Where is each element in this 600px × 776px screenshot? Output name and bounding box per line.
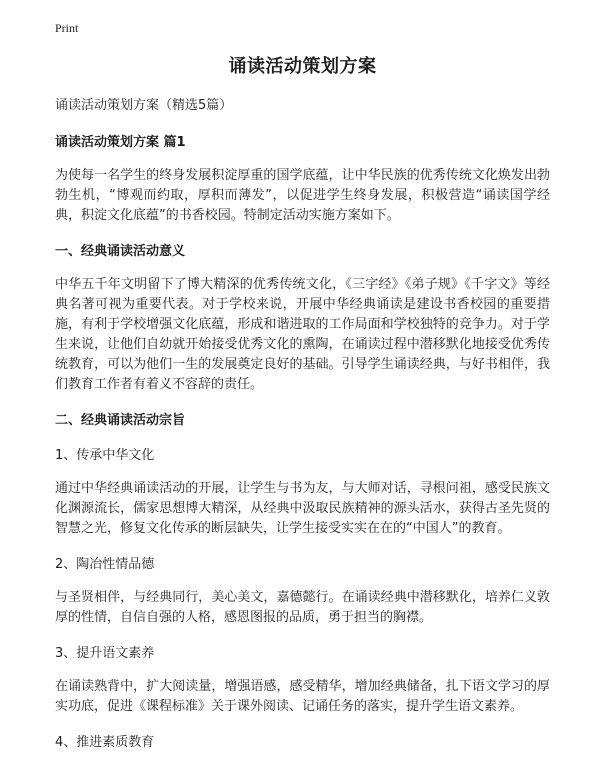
item-paragraph-literacy: 在诵读熟背中，扩大阅读量，增强语感，感受精华，增加经典储备，扎下语文学习的厚实功底，促进《课程标准》关于课外阅读、记诵任务的落实，提升学生语文素养。 bbox=[55, 679, 550, 714]
item-heading-quality-education: 4、推进素质教育 bbox=[55, 735, 155, 750]
item-heading-character: 2、陶冶性情品德 bbox=[55, 557, 155, 572]
item-heading-literacy: 3、提升语文素养 bbox=[55, 646, 155, 661]
section-heading-significance: 一、经典诵读活动意义 bbox=[55, 244, 186, 259]
document-body bbox=[55, 52, 550, 766]
page-title: 诵读活动策划方案 bbox=[228, 56, 377, 77]
item-paragraph-culture: 通过中华经典诵读活动的开展，让学生与书为友，与大师对话，寻根问祖，感受民族文化渊源流长，儒家思想博大精深，从经典中汲取民族精神的源头活水，获得古圣先贤的智慧之光，修复文化传承的断层缺失，让学生接受实实在在的“中国人”的教育。 bbox=[55, 481, 550, 536]
significance-paragraph: 中华五千年文明留下了博大精深的优秀传统文化，《三字经》《弟子规》《千字文》等经典名著可视为重要代表。对于学校来说，开展中华经典诵读是建设书香校园的重要措施，有利于学校增强文化底蕴，形成和谐进取的工作局面和学校独特的竞争力。对于学生来说，让他们自幼就开始接受优秀文化的熏陶，在诵读过程中潜移默化地接受优秀传统教育，可以为他们一生的发展奠定良好的基础。引导学生诵读经典，与好书相伴，我们教育工作者有着义不容辞的责任。 bbox=[55, 277, 550, 392]
section-heading-purpose: 二、经典诵读活动宗旨 bbox=[55, 413, 186, 428]
intro-paragraph: 为使每一名学生的终身发展积淀厚重的国学底蕴，让中华民族的优秀传统文化焕发出勃勃生机，“博观而约取，厚积而薄发”，以促进学生终身发展，积极营造“诵读国学经典，积淀文化底蕴”的书香校园。特制定活动实施方案如下。 bbox=[55, 168, 550, 223]
article-heading: 诵读活动策划方案 篇1 bbox=[55, 135, 186, 150]
item-heading-culture: 1、传承中华文化 bbox=[55, 448, 155, 463]
print-link[interactable]: Print bbox=[55, 21, 79, 35]
document-subtitle: 诵读活动策划方案（精选5篇） bbox=[55, 98, 233, 113]
item-paragraph-character: 与圣贤相伴，与经典同行，美心美文，嘉德懿行。在诵读经典中潜移默化，培养仁义敦厚的性情，自信自强的人格，感恩图报的品质，勇于担当的胸襟。 bbox=[55, 590, 550, 625]
